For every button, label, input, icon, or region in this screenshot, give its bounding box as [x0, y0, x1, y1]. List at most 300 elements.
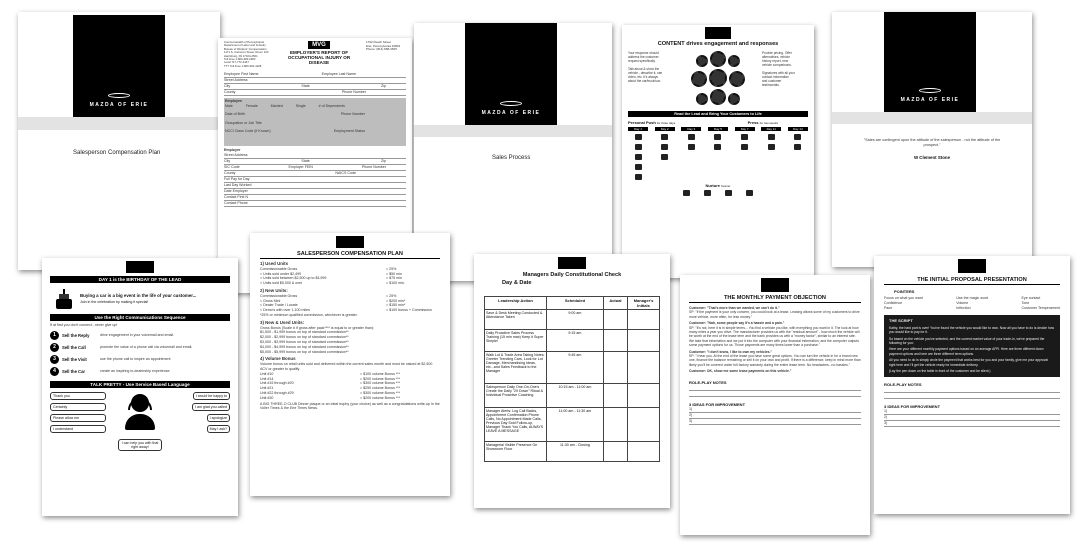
cell-actual[interactable] — [603, 408, 627, 442]
idea-line[interactable] — [689, 419, 861, 425]
script-paragraph: Here are your different monthly payment options based on an average APR. Here are three different down payment options and here are three different term options. — [889, 347, 1044, 356]
option-female: Female — [245, 104, 258, 109]
field-label: County — [224, 171, 236, 176]
cake-icon — [50, 287, 76, 309]
form-title: EMPLOYER'S REPORT OF OCCUPATIONAL INJURY OR DISEASE — [287, 50, 351, 65]
script-paragraph: Kathy, the hard part is over! You've found the vehicle you would like to own. Now all you have to do is decide how you would like to pay for it. — [889, 325, 1054, 335]
field-label: Full Pay for Day — [224, 177, 250, 182]
section-label: Employer — [224, 148, 241, 153]
comp-value: = $100 volume Bonus *** — [360, 371, 401, 376]
comp-value: = 25% — [386, 293, 397, 298]
col-header: Actual — [603, 297, 627, 310]
table-row — [485, 384, 660, 408]
pointer-item: Eye contact — [1021, 296, 1041, 300]
daily-check-page — [474, 254, 670, 508]
table-header-row — [485, 297, 660, 310]
proposal-presentation-page — [874, 256, 1070, 514]
text-line: alternatives, vehicle — [762, 55, 790, 59]
phone-icon — [768, 134, 775, 140]
birthday-subtext: Join in the celebration by making it special! — [80, 299, 149, 304]
gear-icon — [696, 93, 708, 105]
email-icon — [688, 144, 695, 150]
comp-label: Unit #15 through #20 — [260, 381, 294, 386]
dealer-address — [366, 41, 406, 52]
pointer-item: Confidence — [884, 300, 903, 305]
day-label: Day 14 — [788, 127, 808, 131]
field-label: Last Day Worked — [224, 183, 252, 188]
ideas-heading: 3 IDEAS FOR IMPROVEMENT — [884, 404, 941, 410]
agency-line: Bureau of Workers' Compensation — [224, 46, 267, 51]
field-label: Contact Phone — [224, 201, 248, 206]
quote-author: W Clement Stone — [913, 155, 951, 160]
comp-note: *25% or minimum qualified commission, whichever is greater. — [260, 312, 358, 317]
steps-list — [50, 331, 230, 376]
field-label: Street Address — [224, 78, 248, 83]
field-label: Employee First Name — [224, 72, 259, 77]
idea-line[interactable] — [884, 421, 1060, 427]
video-icon — [635, 154, 642, 160]
pointer-item: Customer Temperament — [1021, 305, 1060, 310]
col-header: Scheduled — [547, 297, 604, 310]
cell-initials[interactable] — [628, 352, 660, 384]
header-logo — [761, 278, 789, 292]
text-icon — [635, 164, 642, 170]
comp-label: Commissionable Gross — [260, 266, 298, 271]
cell-actual[interactable] — [603, 352, 627, 384]
roleplay-heading: ROLE-PLAY NOTES — [884, 382, 922, 388]
step-item — [50, 343, 230, 352]
field-label: Zip — [380, 159, 386, 164]
table-row — [485, 330, 660, 352]
email-icon — [683, 190, 690, 196]
cell-initials[interactable] — [628, 408, 660, 442]
agency-address — [224, 41, 272, 68]
press-label: Press — [747, 120, 759, 125]
birthday-lead-page — [42, 258, 238, 516]
option-married: Married — [270, 104, 283, 109]
personal-push-note: for three days — [656, 121, 676, 125]
agency-line: Harrisburg, PA 17104-2501 — [224, 53, 258, 58]
email-icon — [794, 144, 801, 150]
field-label: SIC Code — [224, 165, 240, 170]
cell-actual[interactable] — [603, 330, 627, 352]
table-row — [485, 408, 660, 442]
day-column — [655, 127, 675, 181]
cell-time: 9:15 am — [547, 330, 604, 352]
idea-number: 1) — [884, 409, 888, 414]
pointer-item: Focus on what you want — [884, 296, 923, 300]
brand-block — [73, 15, 165, 117]
pointer-item: Tone — [1021, 300, 1030, 305]
header-logo — [958, 259, 986, 273]
page-title: THE MONTHLY PAYMENT OBJECTION — [689, 295, 861, 303]
field-label: Occupation or Job Title — [225, 120, 262, 125]
text-line: Talk about & show the — [628, 67, 660, 71]
idea-number: 2) — [689, 412, 693, 417]
text-line: request specifically. — [628, 59, 656, 63]
day-column — [681, 127, 701, 181]
comp-line: $5,000 - $5,999 bonus on top of standard commission** — [260, 349, 349, 354]
cell-initials[interactable] — [628, 330, 660, 352]
header-logo — [126, 261, 154, 273]
customer-line: Customer: "That's more than we wanted, we can't do it." — [689, 306, 780, 310]
day-column — [628, 127, 648, 181]
agency-line: Department of Labor and Industry — [224, 43, 266, 48]
table-row — [485, 352, 660, 384]
cell-time: 9:45 am — [547, 352, 604, 384]
mazda-wing-icon — [919, 88, 941, 93]
phone-icon — [794, 134, 801, 140]
customer-line: Customer: OK, show me some lease payments on this vehicle." — [689, 369, 792, 374]
cell-initials[interactable] — [628, 384, 660, 408]
text-line: and customer — [762, 79, 782, 83]
step-desc: promote the value of a phone call via voicemail and email. — [100, 344, 193, 349]
idea-number: 1) — [689, 406, 693, 411]
field-label: State — [301, 84, 310, 89]
employee-section — [224, 98, 406, 146]
personal-push-label: Personal Push — [628, 120, 656, 125]
phrase-bubble: May I ask? — [207, 425, 230, 433]
day-label: Day 1 — [628, 127, 648, 131]
comp-value: = $200 volume Bonus *** — [360, 376, 401, 381]
header-logo — [558, 257, 586, 269]
address-line: Phone: (814) 868-3525 — [366, 47, 397, 52]
field-label: Date of Birth — [225, 111, 245, 116]
script-heading: THE SCRIPT — [889, 318, 913, 324]
pointers-heading: POINTERS — [894, 289, 915, 294]
field-label: Employer FEIN — [288, 165, 313, 170]
option-dependents: # of Dependents — [318, 104, 345, 109]
day-label: Day 3 — [681, 127, 701, 131]
compensation-plan-page — [250, 233, 450, 496]
section-label: Employee — [225, 99, 242, 104]
phrase-bubble: I am glad you called — [192, 403, 230, 411]
comp-line: $1,500 - $1,999 bonus on top of standard commission** — [260, 330, 349, 335]
customer-line: Customer: "I don't know, I like to own my vehicles." — [689, 349, 773, 354]
step-label: Sell the Car — [62, 368, 86, 374]
brand-name: MAZDA OF ERIE — [89, 102, 149, 108]
page-title: Managers Daily Constitutional Check — [522, 272, 622, 278]
comp-label: > Units sold between $2,500 up to $4,999 — [260, 276, 327, 281]
brand-name: MAZDA OF ERIE — [900, 97, 960, 103]
field-label: Street Address — [224, 153, 248, 158]
comp-value: = $75 min — [386, 276, 402, 281]
cell-time: 11:00 am - 11:30 am — [547, 408, 604, 442]
comp-intro: Gross Bonus (Scale # if gross after pack**** is equal to or greater than): — [260, 325, 375, 330]
note-line[interactable] — [884, 393, 1060, 399]
comp-value: = $100 min. — [386, 281, 405, 286]
comp-value: = $100 bonus + Commission — [386, 308, 432, 313]
day-column — [761, 127, 781, 181]
text-line: video, etc. It's always — [628, 75, 659, 79]
payment-objection-page — [680, 275, 870, 535]
quote-text: "Sales are contingent upon the attitude of the salesperson - not the attitude of the prospect." — [863, 138, 1001, 147]
step-number: 2 — [50, 343, 59, 352]
comp-line: $2,000 - $2,999 bonus on top of standard commission** — [260, 335, 349, 340]
step-label: Sell the Call — [62, 344, 86, 350]
header-logo — [336, 236, 364, 248]
customer-line: Customer: "Nah, some people say it's a hassle and a pain." — [689, 321, 785, 326]
cell-action: Managerial Visible Presence On Showroom Floor — [485, 442, 547, 462]
salesperson-line: SP: "If the payment is your only concern, you could look at a lease. Leasing allows some of my customers to drive more vehicle, more often, for less money." — [689, 310, 860, 319]
phrase-bubble: I would be happy to — [193, 392, 230, 400]
email-icon — [704, 190, 711, 196]
col-header: Leadership Action — [485, 297, 547, 310]
salesperson-line: SP: "It's not, here it is in simple terms... You find a vehicle you like, with everything you want in it. The look at how many miles a year you drive. The manufacturer provides us with the "residual amount" - how much the vehicle will be worth at the end of the lease term and the bank provides us with a "money factor", similar to an interest rate. We take that information and we put it into the computer with your financial information, and the computer outputs some payment options for us. Those payments are many times lower than a purchase." — [689, 325, 860, 348]
day-column — [735, 127, 755, 181]
email-icon — [746, 190, 753, 196]
script-paragraph: All you need to do is simply circle the payment that works best for you and your family, give me your approval right here and I'll get the vehicle ready for immediate delivery. — [889, 358, 1048, 367]
brand-name: MAZDA OF ERIE — [481, 110, 541, 116]
phrase-bubble: I can help you with that right away! — [118, 439, 162, 451]
cell-action: Daily Proactive Sales Process Training (15 min max) Keep it Super Simple! — [485, 330, 547, 352]
address-line: Erie, Pennsylvania 16509 — [366, 43, 401, 48]
col-header: Manager's Initials — [628, 297, 660, 310]
section-heading: 4) Volume Bonus — [260, 356, 296, 362]
phone-icon — [714, 134, 721, 140]
field-label: State — [301, 159, 310, 164]
field-label: Phone Number — [361, 165, 386, 170]
comp-label: Unit #10 — [260, 371, 274, 376]
gear-icon — [710, 89, 726, 105]
phrase-bubble: I understand — [50, 425, 106, 433]
option-male: Male — [225, 104, 233, 109]
nurture-note: forever — [721, 184, 731, 188]
field-label: City — [224, 159, 231, 164]
phone-icon — [635, 144, 642, 150]
step-desc: create an inspiring in-dealership experience. — [100, 368, 171, 373]
day-column — [708, 127, 728, 181]
cell-action: Walk Lot & Trade Area Taking Notes: Greeter Trending Cars, Look for Lot Damage, Merchandising Ideas, etc...and Sales Feedback to the Manager — [485, 352, 547, 384]
gear-icon — [696, 55, 708, 67]
note-text: If at first you don't connect...never give up! — [50, 323, 118, 327]
cover-quote — [832, 12, 1032, 267]
text-line: testimonials. — [762, 83, 780, 87]
birthday-text: Buying a car is a big event in the life of your customer... — [80, 292, 197, 298]
field-label: Employment Status — [333, 129, 365, 134]
table-row — [485, 310, 660, 330]
form-row — [224, 201, 406, 207]
cell-time: 11:30 am - Closing — [547, 442, 604, 462]
club-note: A BIG THREE-O CLUB Dinner plaque or an ideal trophy (your choice) as well as a congratulations write-up in the Voller Times & the Erie Times News. — [260, 401, 440, 411]
day-label: Day 2 — [655, 127, 675, 131]
table-row — [485, 442, 660, 462]
comp-label: Commissionable Gross — [260, 293, 298, 298]
phone-icon — [688, 134, 695, 140]
email-icon — [768, 144, 775, 150]
text-line: vehicle - describe it, use — [628, 71, 663, 75]
comp-value: = $200 min* — [386, 298, 406, 303]
phone-icon — [741, 134, 748, 140]
day-label: Day 11 — [761, 127, 781, 131]
step-label: Sell the Visit — [62, 356, 87, 362]
pointer-item: Use the magic word — [956, 296, 989, 300]
agency-line: 1171 S. Cameron Street, Room 103 — [224, 50, 269, 55]
comp-label: Unit #21 — [260, 386, 274, 391]
script-box — [884, 315, 1060, 377]
field-label: County — [224, 90, 236, 95]
phrase-bubble: Thank you — [50, 392, 106, 400]
field-label: NAICS Code — [335, 171, 356, 176]
comp-label: > Units sold $5,000 & over — [260, 281, 303, 286]
email-icon — [661, 144, 668, 150]
pointer-column — [1022, 296, 1060, 310]
field-label: Employee Last Name — [321, 72, 356, 77]
text-line: vehicle comparisons. — [762, 63, 792, 67]
cell-initials[interactable] — [628, 310, 660, 330]
step-number: 3 — [50, 355, 59, 364]
cell-action: Manager Alerts: Log Call Backs, Appointment Confirmation Phone Calls, No Appointment Made Calls, Previous Day Sold Follow-up, Manager Thank You Calls, ALWAYS LEAVE A MESSAGE — [485, 408, 547, 442]
email-icon — [714, 144, 721, 150]
gears-graphic — [680, 51, 756, 107]
agency-line: Local 717-772-4447 — [224, 60, 249, 65]
field-label: Date Employer — [224, 189, 248, 194]
text-line: Signatures with all your — [762, 71, 795, 75]
text-line: about the car/truck/suv. — [628, 79, 661, 83]
option-single: Single — [295, 104, 306, 109]
comp-label: Unit #30 — [260, 395, 274, 400]
comp-row — [260, 396, 440, 401]
field-label: NCCI Class Code (if Known) — [225, 129, 271, 134]
check-table — [484, 296, 660, 462]
gear-icon — [728, 93, 740, 105]
page-subtitle: Day & Date — [502, 280, 532, 286]
header-logo — [705, 27, 731, 39]
email-icon — [741, 144, 748, 150]
field-label: Contact First N — [224, 195, 248, 200]
note-line[interactable] — [689, 391, 861, 397]
field-label: City — [224, 84, 231, 89]
gear-icon — [710, 51, 726, 67]
comp-value: = $300 volume Bonus *** — [360, 381, 401, 386]
comp-intro: Volume bonus on retail units sold and delivered within the current sales month and must be valued at $2,500 ACV or greater to qualify. — [260, 362, 433, 371]
pointer-column — [884, 296, 923, 310]
email-icon — [635, 134, 642, 140]
salesperson-line: SP: "I hear you. At the end of the lease you have some great options. You can turn the vehicle in for a brand new one, finance the balance remaining or sell it on your own and profit. If there is a difference, keep in mind more than likely you'll be covered under full factory warranty during the entire lease term. No headaches...no hassles." — [689, 354, 861, 367]
page-title: SALESPERSON COMPENSATION PLAN — [260, 251, 440, 259]
mazda-wing-icon — [500, 101, 522, 106]
step-item — [50, 355, 230, 364]
comp-line: $4,000 - $4,999 bonus on top of standard commission** — [260, 344, 349, 349]
comp-value: = $250 volume Bonus *** — [360, 386, 401, 391]
script-paragraph: So based on the vehicle you've selected, and the current market value of your trade-in, we've prepared the following for you: — [889, 336, 1045, 346]
gear-icon — [709, 69, 727, 87]
comp-label: Unit #14 — [260, 376, 274, 381]
roleplay-heading: ROLE-PLAY NOTES — [689, 379, 727, 385]
field-label: Zip — [380, 84, 386, 89]
cell-initials[interactable] — [628, 442, 660, 462]
cell-action: Save & Desk Meeting Conducted & Attendance Taken — [485, 310, 547, 330]
brand-block — [884, 12, 976, 112]
pointer-item: Inflection — [956, 305, 971, 310]
phrase-bubble: I apologize — [207, 414, 230, 422]
section-heading: 3) New & Used Units: — [260, 319, 305, 325]
section-heading: 2) New Units: — [260, 287, 288, 293]
brand-block — [465, 23, 557, 125]
field-label: Phone Number — [340, 111, 365, 116]
cell-actual[interactable] — [603, 442, 627, 462]
text-line: history report, new — [762, 59, 789, 63]
comp-label: Unit #22 through #29 — [260, 390, 294, 395]
gear-icon — [729, 71, 745, 87]
phone-icon — [661, 134, 668, 140]
cell-action: Salesperson Daily One-On-One's Create the Daily "29 Down" Ritual & Individual Proactive Coaching — [485, 384, 547, 408]
page-title: CONTENT drives engagement and responses — [657, 41, 779, 47]
phrase-bubble: Certainly — [50, 403, 106, 411]
step-number: 4 — [50, 367, 59, 376]
page-title: THE INITIAL PROPOSAL PRESENTATION — [884, 277, 1060, 285]
nurture-label: Nurture — [705, 183, 720, 188]
agency-line: Toll Free 1-800-482-2383 — [224, 57, 256, 62]
comp-row — [260, 281, 440, 286]
form-row — [224, 90, 406, 96]
email-icon — [725, 190, 732, 196]
headset-agent-icon — [122, 392, 158, 432]
idea-number: 2) — [884, 415, 888, 420]
section-header: TALK PRETTY - Use Service Based Language — [50, 381, 230, 388]
step-item — [50, 367, 230, 376]
step-desc: use the phone call to inspire an appointment — [100, 356, 171, 361]
text-line: contact information — [762, 75, 789, 79]
step-label: Sell the Reply — [62, 332, 90, 338]
pointer-column — [956, 296, 988, 310]
field-label: Phone Number — [341, 90, 366, 95]
email-icon — [635, 174, 642, 180]
idea-number: 3) — [884, 421, 888, 426]
day-column — [788, 127, 808, 181]
gear-icon — [691, 71, 707, 87]
banner: Read the Lead and Bring Your Customers to Life — [628, 111, 808, 117]
phrase-bubble: Please allow me — [50, 414, 106, 422]
text-line: address the customer — [628, 55, 659, 59]
cover-comp-plan — [18, 12, 220, 270]
comp-value: = $300 volume Bonus *** — [360, 390, 401, 395]
section-header: DAY 1 is the BIRTHDAY OF THE LEAD — [50, 276, 230, 283]
mazda-wing-icon — [108, 93, 130, 98]
text-line: Provide pricing. Offer — [762, 51, 792, 55]
comp-line: $3,000 - $3,999 bonus on top of standard commission** — [260, 339, 349, 344]
comp-value: = $150 min* — [386, 303, 406, 308]
comp-value: = $200 volume Bonus *** — [360, 395, 401, 400]
text-line: Your response should — [628, 51, 659, 55]
step-number: 1 — [50, 331, 59, 340]
press-note: for two weeks — [759, 121, 778, 125]
cover-title: Sales Process — [492, 155, 531, 161]
gear-icon — [728, 55, 740, 67]
comp-label: < Demo's with over 1,100 miles — [260, 308, 310, 313]
pointer-item: Pace — [884, 305, 893, 310]
idea-number: 3) — [689, 418, 693, 423]
day-label: Day 5 — [708, 127, 728, 131]
step-item — [50, 331, 230, 340]
comp-label: < Dealer Trade / Locate — [260, 303, 298, 308]
cell-actual[interactable] — [603, 310, 627, 330]
cell-actual[interactable] — [603, 384, 627, 408]
step-desc: drive engagement in your voicemail and email. — [100, 332, 175, 337]
agency-line: TTY Toll Free 1-800-362-4228 — [224, 63, 262, 68]
mvg-logo: MVG — [308, 41, 330, 49]
content-engagement-page — [622, 25, 814, 278]
comp-value: = $50 min — [386, 271, 402, 276]
comp-value: = 25% — [386, 266, 397, 271]
cover-title: Salesperson Compensation Plan — [73, 150, 161, 156]
script-paragraph: (Lay the pen down on the table in front of the customer and be silent.) — [889, 369, 991, 374]
agency-line: Commonwealth of Pennsylvania — [224, 40, 264, 44]
ideas-heading: 3 IDEAS FOR IMPROVEMENT — [689, 401, 746, 407]
cell-time: 9:00 am — [547, 310, 604, 330]
section-heading: 1) Used Units — [260, 261, 289, 266]
comp-label: < Units sold under $2,499 — [260, 271, 302, 276]
